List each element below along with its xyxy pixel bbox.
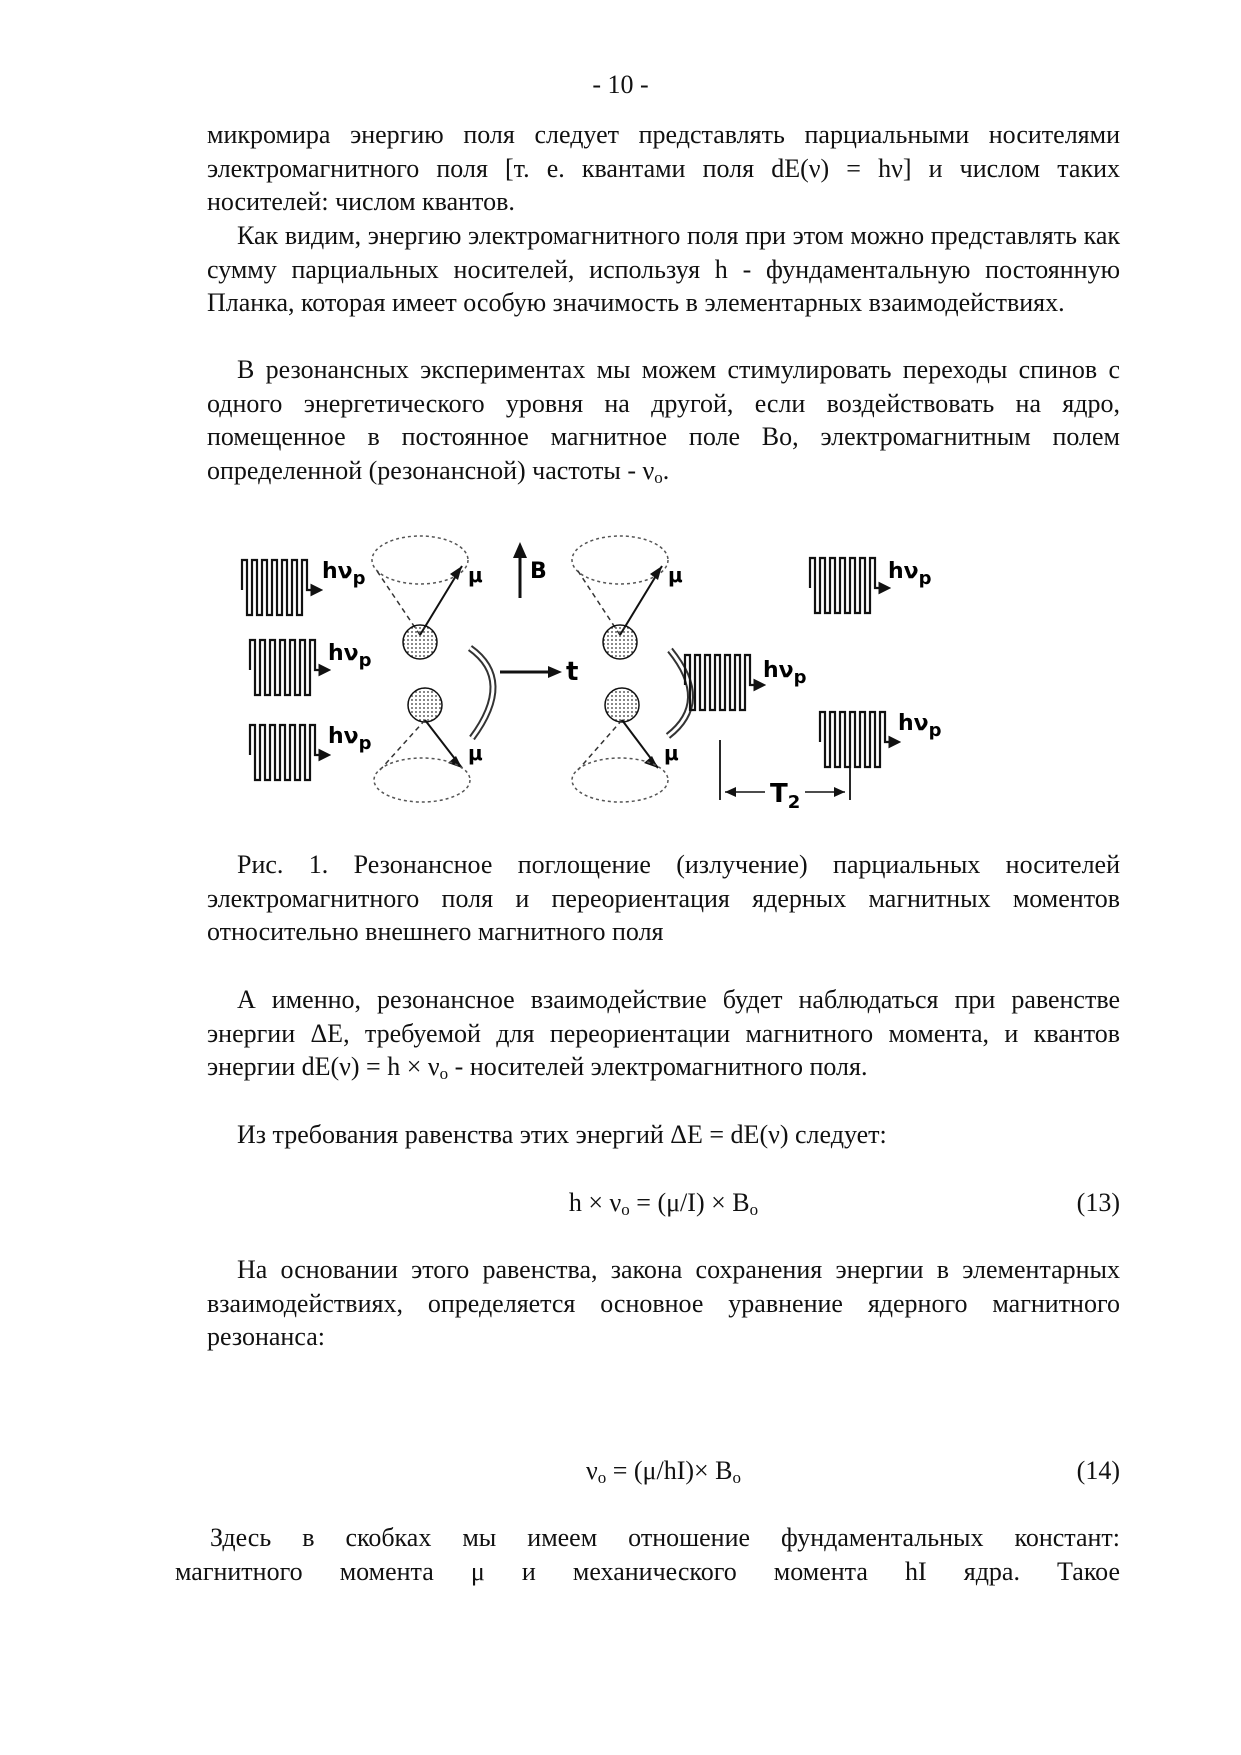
paragraph-4-text-a: А именно, резонансное взаимодействие будет наблюдаться при равенстве энергии ΔE, требуемой для переориентации магнитного момента, и квантов энергии dE(ν) = h × ν [207,985,1120,1081]
hv-label-2: $h\nu_p$ [328,641,372,671]
equation-14-number: (14) [1076,1456,1120,1485]
hv-label-4: $h\nu_p$ [763,658,807,688]
paragraph-3-text: В резонансных экспериментах мы можем стимулировать переходы спинов с одного энергетического уровня на другой, если воздействовать на ядро, помещенное в постоянное магнитное поле Bo, электромагнитным полем определенной (резонансной) частоты - ν [207,355,1120,485]
equation-13-number: (13) [1076,1188,1120,1217]
wave-icon-1 [242,560,320,615]
spin-down-cone-left [374,688,483,802]
figure-caption-text: Рис. 1. Резонансное поглощение (излучение) парциальных носителей электромагнитного поля и переориентация ядерных магнитных моментов относительно внешнего магнитного поля [207,850,1120,946]
paragraph-4-text-b: - носителей электромагнитного поля. [448,1052,868,1081]
paragraph-2-text: Как видим, энергию электромагнитного поля при этом можно представлять как сумму парциальных носителей, используя h - фундаментальную постоянную Планка, которая имеет особую значимость в элементарных взаимодействиях. [207,221,1120,317]
paragraph-1: микромира энергию поля следует представлять парциальными носителями электромагнитного поля [т. е. квантами поля dE(ν) = hν] и числом таких носителей: числом квантов. [207,120,1120,216]
wave-icon-2 [250,640,328,695]
paragraph-3 [207,353,1120,487]
hv-label-6: $h\nu_p$ [898,711,942,741]
paragraph-5-text: Из требования равенства этих энергий ΔE = dE(ν) следует: [237,1120,887,1149]
paragraph-7-line-2: магнитного момента μ и механического момента hI ядра. Такое [175,1557,1120,1586]
svg-text:μ: μ [668,563,683,587]
paragraph-4 [207,983,1120,1084]
figure-caption [207,848,1120,949]
wave-icon-3 [250,725,328,780]
wave-icon-6 [820,712,898,767]
hv-label-5: $h\nu_p$ [888,559,932,589]
paragraph-4-subscript: o [439,1064,449,1083]
paragraph-5 [207,1118,1120,1152]
equation-13 [207,1186,1120,1220]
equation-14-formula: $\nu_o = (\mu/hI)\times B_o$ [585,1456,742,1487]
spin-up-cone-right [572,536,683,659]
wave-icon-5 [810,558,888,613]
paragraph-7 [190,1521,1120,1555]
paragraph-2 [207,219,1120,320]
paragraph-3-subscript: o [654,467,663,487]
paragraph-3-end: . [662,455,670,485]
equation-14 [207,1454,1120,1488]
hv-label-1: $h\nu_p$ [322,559,366,589]
wave-icon-4 [685,655,763,710]
svg-text:μ: μ [468,563,483,587]
svg-text:t: t [566,657,579,687]
spin-down-cone-right [572,688,679,802]
svg-text:T2: $T_2$ [770,779,801,813]
figure-resonance-diagram [230,530,1050,830]
svg-text:μ: μ [664,741,679,765]
svg-text:μ: μ [468,741,483,765]
spin-up-cone-left [372,536,483,659]
hv-label-3: $h\nu_p$ [328,724,372,754]
b-field-arrow [513,542,547,598]
paragraph-6-text: На основании этого равенства, закона сохранения энергии в элементарных взаимодействиях, определяется основное уравнение ядерного магнитного резонанса: [207,1255,1120,1351]
time-arrow [500,657,578,687]
svg-text:B: B [530,559,547,584]
equation-13-formula: $h \times \nu_o = (\mu/I) \times B_o$ [568,1188,759,1219]
paragraph-7-text-line1: Здесь в скобках мы имеем отношение фундаментальных констант: [210,1523,1120,1552]
paragraph-6 [207,1253,1120,1354]
page-number: - 10 - [592,70,649,99]
